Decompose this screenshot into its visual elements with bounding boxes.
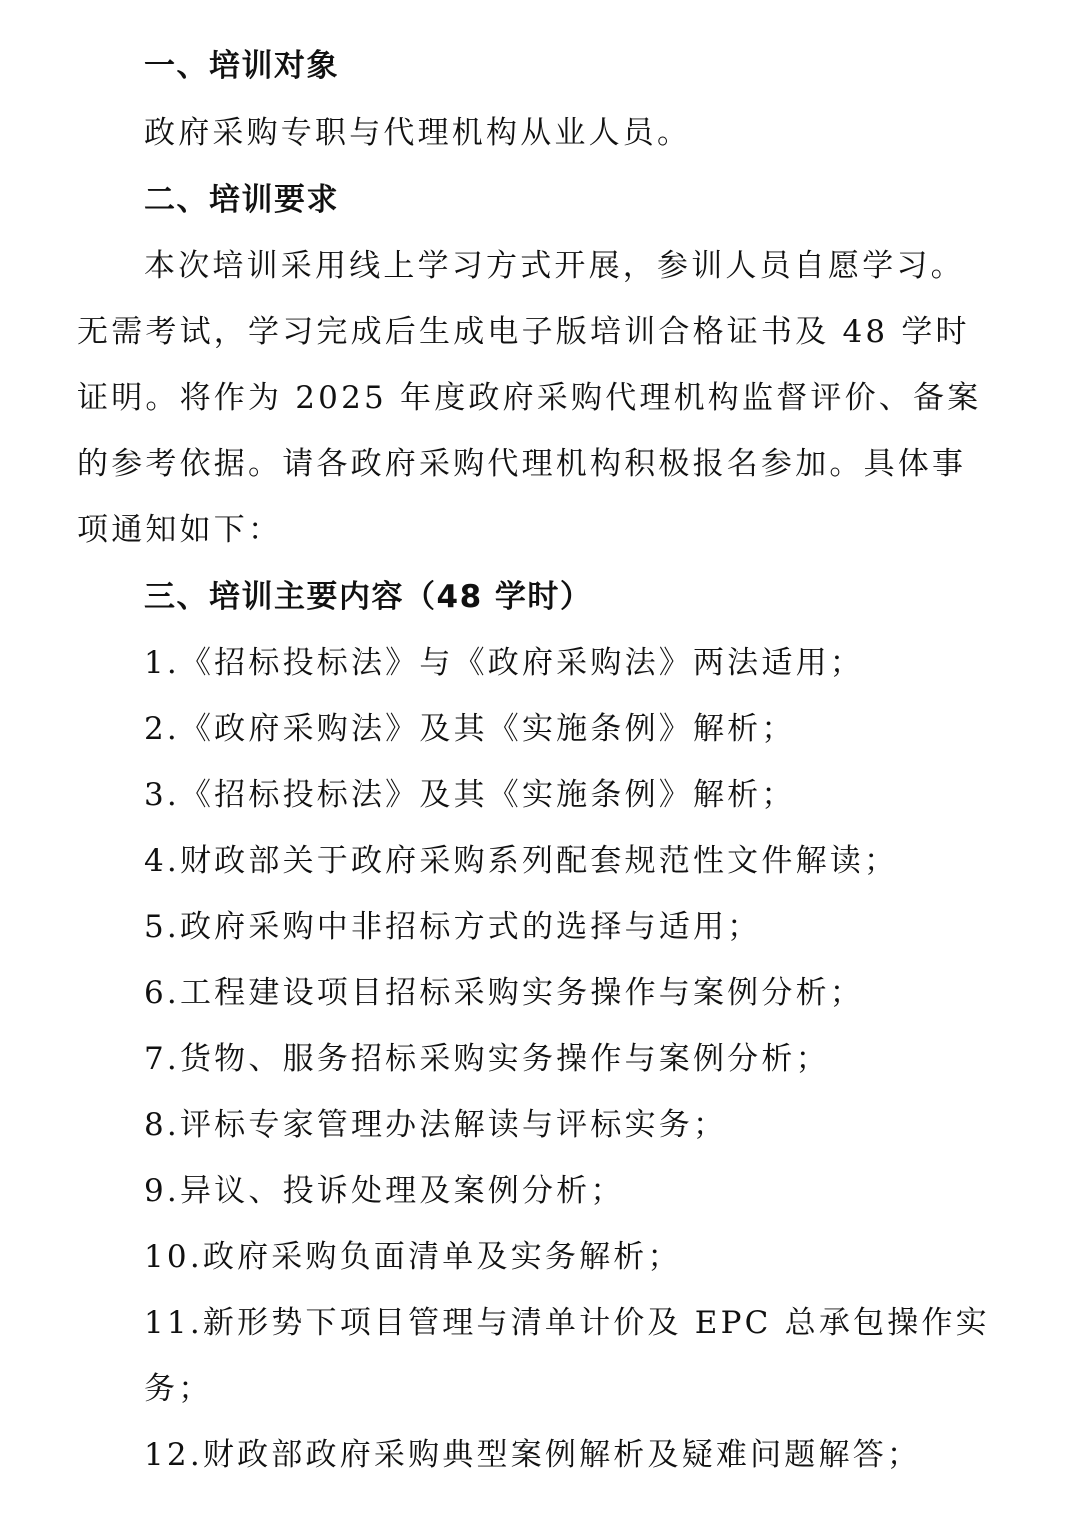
section-heading-training-requirements: 二、培训要求	[144, 182, 339, 218]
list-item: 3.《招标投标法》及其《实施条例》解析；	[144, 777, 796, 813]
list-item: 5.政府采购中非招标方式的选择与适用；	[144, 909, 762, 945]
list-item: 11.新形势下项目管理与清单计价及 EPC 总承包操作实	[144, 1305, 990, 1341]
list-item: 6.工程建设项目招标采购实务操作与案例分析；	[144, 975, 864, 1011]
paragraph-line: 无需考试，学习完成后生成电子版培训合格证书及 48 学时	[77, 314, 970, 350]
list-item: 8.评标专家管理办法解读与评标实务；	[144, 1107, 728, 1143]
section-heading-training-content: 三、培训主要内容（48 学时）	[144, 579, 593, 615]
paragraph-line: 本次培训采用线上学习方式开展，参训人员自愿学习。	[144, 248, 965, 284]
list-item-continuation: 务；	[144, 1371, 213, 1407]
paragraph-line: 项通知如下：	[77, 512, 283, 548]
list-item: 2.《政府采购法》及其《实施条例》解析；	[144, 711, 796, 747]
list-item: 9.异议、投诉处理及案例分析；	[144, 1173, 625, 1209]
paragraph-line: 的参考依据。请各政府采购代理机构积极报名参加。具体事	[77, 446, 967, 482]
paragraph-training-target: 政府采购专职与代理机构从业人员。	[144, 115, 692, 151]
paragraph-line: 证明。将作为 2025 年度政府采购代理机构监督评价、备案	[77, 380, 982, 416]
list-item: 12.财政部政府采购典型案例解析及疑难问题解答；	[144, 1437, 922, 1473]
section-heading-training-target: 一、培训对象	[144, 48, 339, 84]
list-item: 1.《招标投标法》与《政府采购法》两法适用；	[144, 645, 864, 681]
list-item: 7.货物、服务招标采购实务操作与案例分析；	[144, 1041, 830, 1077]
list-item: 4.财政部关于政府采购系列配套规范性文件解读；	[144, 843, 899, 879]
list-item: 10.政府采购负面清单及实务解析；	[144, 1239, 682, 1275]
